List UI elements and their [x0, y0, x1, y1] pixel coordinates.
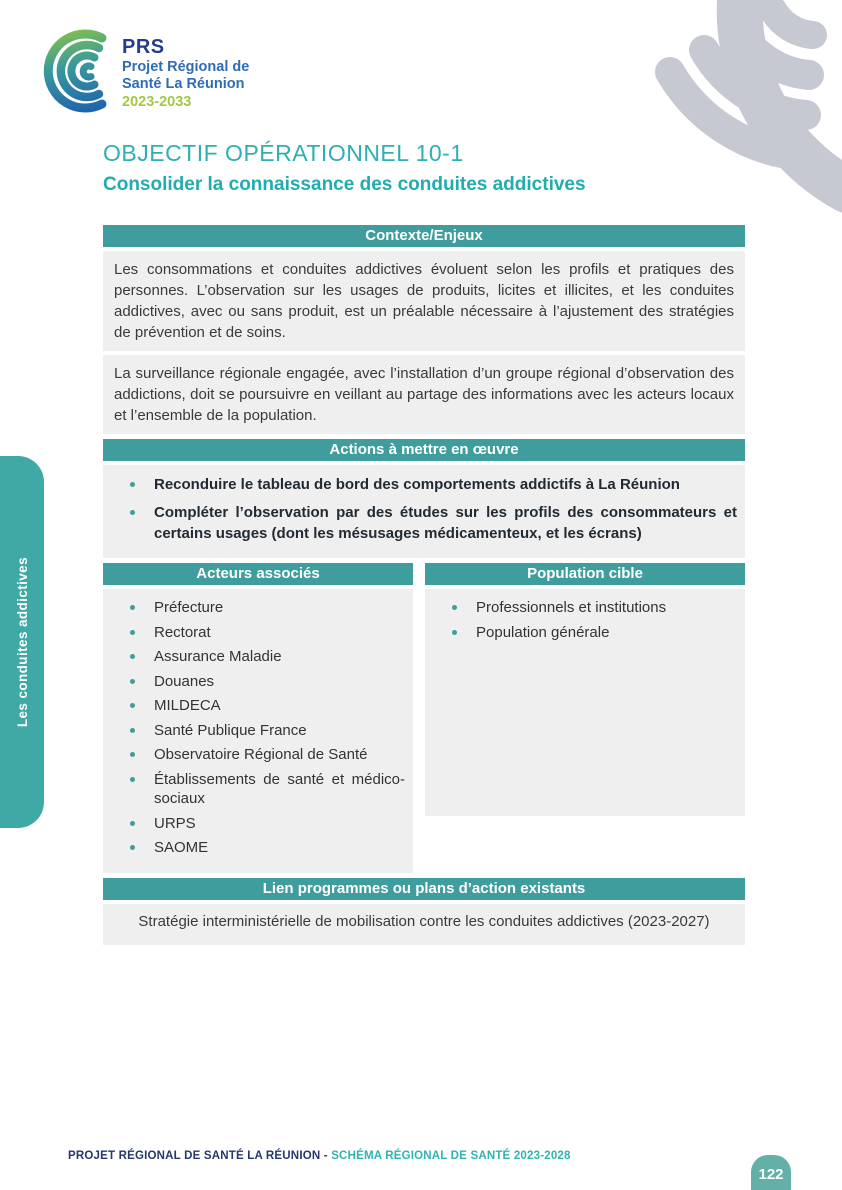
contexte-paragraph-block-1	[103, 251, 745, 351]
page-number-badge: 122	[751, 1155, 791, 1190]
section-header-actions: Actions à mettre en œuvre	[103, 439, 745, 461]
population-list-item	[425, 598, 737, 618]
action-item-text: Reconduire le tableau de bord des comportements addictifs à La Réunion	[154, 476, 680, 493]
logo-acronym: PRS	[122, 36, 165, 58]
acteur-list-item	[103, 672, 405, 692]
bullet-icon	[130, 703, 135, 708]
bullet-icon	[130, 679, 135, 684]
action-list-item	[103, 474, 737, 495]
acteurs-list	[103, 589, 413, 873]
acteur-item-text: URPS	[154, 814, 196, 832]
bullet-icon	[452, 630, 457, 635]
acteur-list-item	[103, 838, 405, 858]
acteur-item-text: Santé Publique France	[154, 721, 307, 739]
logo-line1: Projet Régional de	[122, 59, 250, 75]
bullet-icon	[130, 728, 135, 733]
footer-left-text: PROJET RÉGIONAL DE SANTÉ LA RÉUNION -	[68, 1150, 332, 1162]
prs-logo-arcs-icon	[30, 28, 114, 116]
sidebar-chapter-label: Les conduites addictives	[14, 556, 30, 728]
acteur-list-item	[103, 647, 405, 667]
bullet-icon	[130, 605, 135, 610]
acteurs-column	[103, 563, 413, 873]
contexte-paragraph-block-2	[103, 355, 745, 434]
population-item-text: Professionnels et institutions	[476, 599, 667, 616]
section-header-contexte: Contexte/Enjeux	[103, 225, 745, 247]
acteur-item-text: Observatoire Régional de Santé	[154, 746, 368, 763]
bullet-icon	[130, 630, 135, 635]
bullet-icon	[130, 845, 135, 850]
bullet-icon	[130, 777, 135, 782]
acteur-list-item	[103, 770, 405, 809]
content-column	[103, 0, 745, 945]
bullet-icon	[130, 752, 135, 757]
sidebar-chapter-tab	[0, 456, 44, 828]
two-column-section	[103, 563, 745, 873]
lien-text: Stratégie interministérielle de mobilisation contre les conduites addictives (2023-2027)	[103, 904, 745, 945]
bullet-icon	[130, 821, 135, 826]
acteur-item-text: MILDECA	[154, 697, 221, 714]
section-header-population: Population cible	[425, 563, 745, 585]
actions-list	[103, 465, 745, 558]
bullet-icon	[130, 482, 135, 487]
acteur-list-item	[103, 696, 405, 716]
footer-right-text: SCHÉMA RÉGIONAL DE SANTÉ 2023-2028	[331, 1150, 571, 1162]
acteur-list-item	[103, 814, 405, 834]
logo-years: 2023-2033	[122, 94, 192, 110]
bullet-icon	[130, 510, 135, 515]
objective-kicker: OBJECTIF OPÉRATIONNEL 10-1	[103, 140, 464, 166]
population-list	[425, 589, 745, 816]
action-item-text: Compléter l’observation par des études sur les profils des consommateurs et certains usages (dont les mésusages médicamenteux, et les écrans)	[154, 504, 737, 542]
population-column	[425, 563, 745, 873]
acteur-item-text: Établissements de santé et médico-sociaux	[154, 770, 405, 807]
bullet-icon	[130, 654, 135, 659]
section-header-acteurs: Acteurs associés	[103, 563, 413, 585]
acteur-list-item	[103, 745, 405, 765]
bullet-icon	[452, 605, 457, 610]
page-title: Consolider la connaissance des conduites addictives	[103, 174, 586, 195]
acteur-list-item	[103, 623, 405, 643]
acteur-item-text: Douanes	[154, 672, 215, 690]
population-item-text: Population générale	[476, 623, 610, 641]
acteur-item-text: Rectorat	[154, 623, 211, 641]
section-header-lien: Lien programmes ou plans d’action existants	[103, 878, 745, 900]
acteur-item-text: Assurance Maladie	[154, 648, 282, 665]
acteur-item-text: SAOME	[154, 839, 209, 856]
acteur-list-item	[103, 721, 405, 741]
contexte-paragraph-2: La surveillance régionale engagée, avec l’installation d’un groupe régional d’observation des addictions, doit se poursuivre en veillant au partage des informations avec les acteurs locaux et l’ensemble de la population.	[114, 365, 734, 424]
contexte-paragraph-1: Les consommations et conduites addictives évoluent selon les profils et pratiques des personnes. L’observation sur les usages de produits, licites et illicites, et les conduites addictives, avec ou sans produit, est un préalable nécessaire à l’ajustement des stratégies de prévention et de soins.	[114, 261, 734, 341]
action-list-item	[103, 502, 737, 544]
acteur-list-item	[103, 598, 405, 618]
footer-line	[68, 1150, 571, 1162]
acteur-item-text: Préfecture	[154, 599, 224, 616]
population-list-item	[425, 623, 737, 643]
logo-line2: Santé La Réunion	[122, 76, 245, 92]
